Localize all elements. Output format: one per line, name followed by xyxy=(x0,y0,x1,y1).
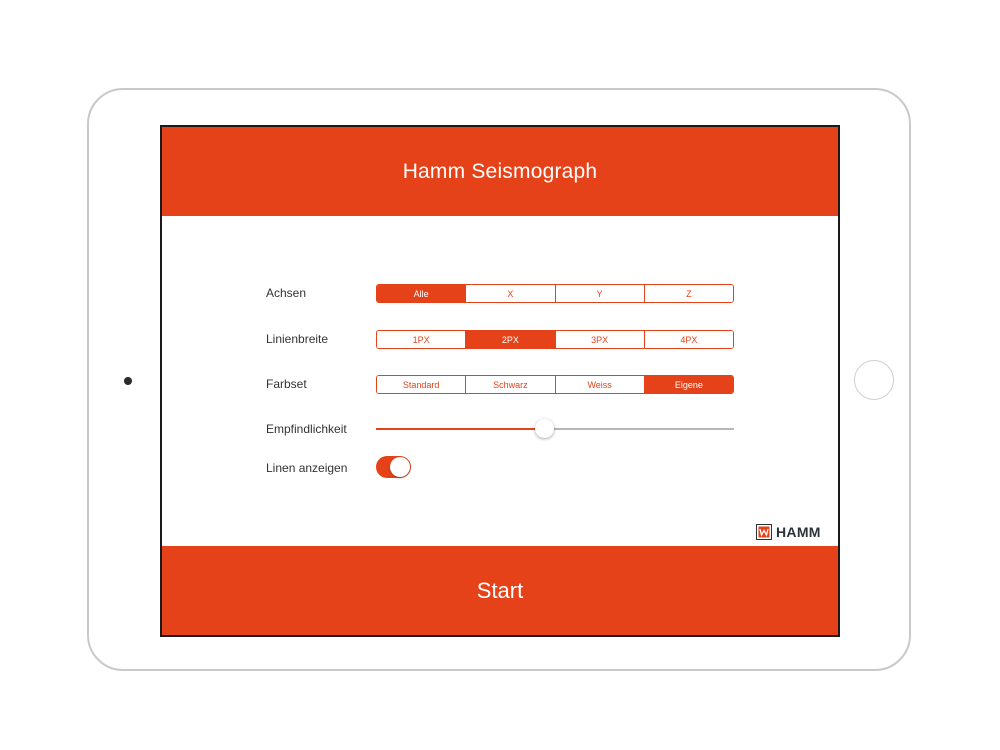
axes-option-alle[interactable]: Alle xyxy=(377,285,466,302)
sensitivity-slider[interactable] xyxy=(376,419,734,439)
app-header xyxy=(162,127,838,216)
axes-option-x[interactable]: X xyxy=(466,285,555,302)
hamm-logo-icon xyxy=(756,524,772,540)
axes-option-z[interactable]: Z xyxy=(645,285,733,302)
line-width-option-1px[interactable]: 1PX xyxy=(377,331,466,348)
settings-panel xyxy=(162,216,838,546)
color-set-option-weiss[interactable]: Weiss xyxy=(556,376,645,393)
start-button[interactable] xyxy=(162,546,838,635)
axes-segmented-control xyxy=(376,284,734,303)
axes-label: Achsen xyxy=(266,286,307,300)
hamm-logo xyxy=(756,524,821,540)
line-width-label: Linienbreite xyxy=(266,332,329,346)
line-width-option-2px[interactable]: 2PX xyxy=(466,331,555,348)
slider-fill xyxy=(376,428,544,430)
color-set-label: Farbset xyxy=(266,377,307,391)
show-lines-label: Linen anzeigen xyxy=(266,461,348,475)
slider-thumb[interactable] xyxy=(535,419,554,438)
line-width-segmented-control xyxy=(376,330,734,349)
home-button[interactable] xyxy=(854,360,894,400)
axes-option-y[interactable]: Y xyxy=(556,285,645,302)
show-lines-toggle[interactable] xyxy=(376,456,411,478)
start-button-label: Start xyxy=(476,577,524,603)
app-title: Hamm Seismograph xyxy=(402,159,598,183)
app-screen xyxy=(160,125,840,637)
color-set-segmented-control xyxy=(376,375,734,394)
toggle-knob xyxy=(390,457,410,477)
sensitivity-label: Empfindlichkeit xyxy=(266,422,347,436)
hamm-logo-text: HAMM xyxy=(776,524,821,540)
color-set-option-standard[interactable]: Standard xyxy=(377,376,466,393)
line-width-option-4px[interactable]: 4PX xyxy=(645,331,733,348)
color-set-option-eigene[interactable]: Eigene xyxy=(645,376,733,393)
color-set-option-schwarz[interactable]: Schwarz xyxy=(466,376,555,393)
front-camera xyxy=(124,377,132,385)
line-width-option-3px[interactable]: 3PX xyxy=(556,331,645,348)
